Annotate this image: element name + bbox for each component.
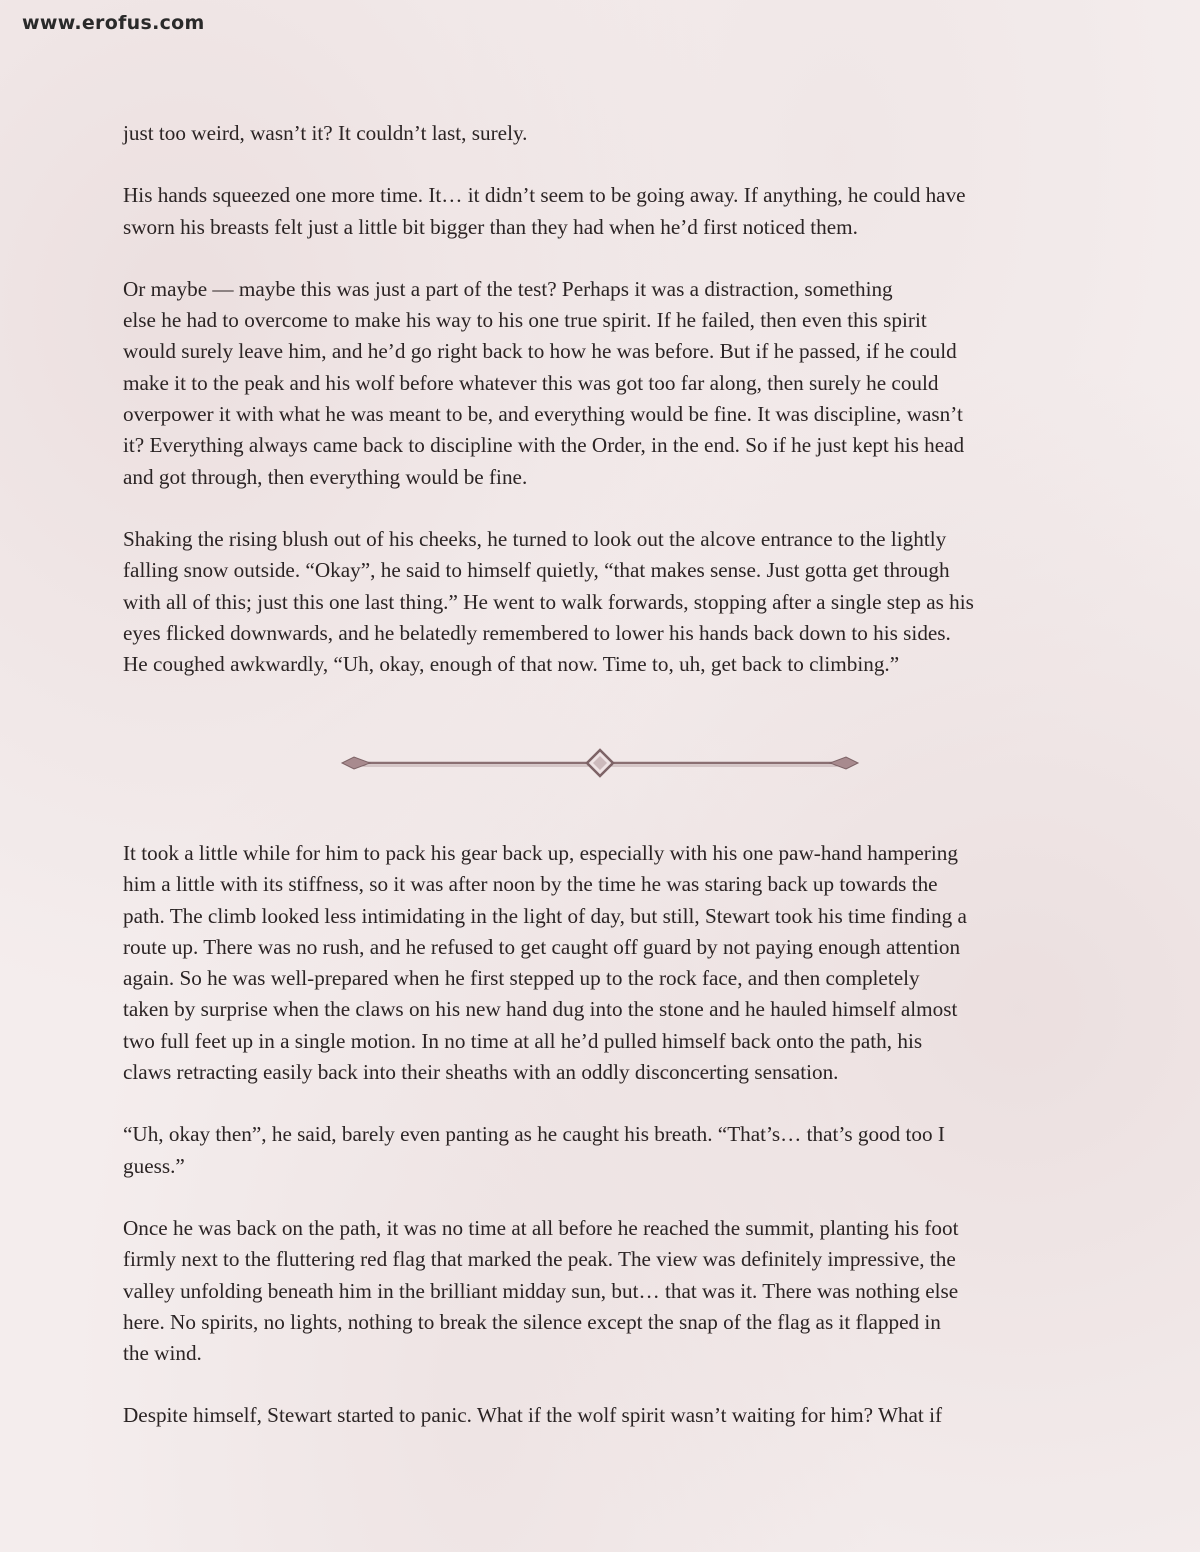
paragraph: [123, 274, 1083, 493]
left-diamond-icon: [342, 757, 370, 769]
text-line: else he had to overcome to make his way to his one true spirit. If he failed, then even this spirit: [123, 308, 927, 333]
text-line: Once he was back on the path, it was no time at all before he reached the summit, planting his foot: [123, 1215, 959, 1240]
text-line: Or maybe — maybe this was just a part of the test? Perhaps it was a distraction, something: [123, 276, 893, 301]
text-line: overpower it with what he was meant to be, and everything would be fine. It was discipline, wasn’t: [123, 402, 963, 427]
text-line: Shaking the rising blush out of his cheeks, he turned to look out the alcove entrance to the lightly: [123, 526, 947, 551]
text-line: “Uh, okay then”, he said, barely even panting as he caught his breath. “That’s… that’s good too I: [123, 1122, 945, 1147]
paragraph: [123, 118, 1083, 149]
text-line: eyes flicked downwards, and he belatedly remembered to lower his hands back down to his sides.: [123, 620, 951, 645]
paragraph: [123, 524, 1083, 680]
text-line: falling snow outside. “Okay”, he said to himself quietly, “that makes sense. Just gotta get through: [123, 558, 950, 583]
text-line: make it to the peak and his wolf before whatever this was got too far along, then surely he could: [123, 370, 939, 395]
text-line: just too weird, wasn’t it? It couldn’t last, surely.: [123, 121, 528, 145]
paragraph: [123, 1400, 1083, 1431]
text-line: it? Everything always came back to discipline with the Order, in the end. So if he just kept his head: [123, 433, 965, 458]
paragraph: [123, 1119, 1083, 1182]
text-line: firmly next to the fluttering red flag that marked the peak. The view was definitely impressive, the: [123, 1247, 956, 1272]
text-line: Despite himself, Stewart started to panic. What if the wolf spirit wasn’t waiting for him? What if: [123, 1403, 943, 1428]
watermark-text: www.erofus.com: [22, 12, 205, 34]
text-block-top: [123, 118, 1083, 711]
text-line: route up. There was no rush, and he refused to get caught off guard by not paying enough attention: [123, 934, 961, 959]
text-line: sworn his breasts felt just a little bit bigger than they had when he’d first noticed them.: [123, 214, 858, 239]
paragraph: [123, 1213, 1083, 1369]
text-line: taken by surprise when the claws on his new hand dug into the stone and he hauled himself almost: [123, 997, 958, 1022]
paragraph: [123, 838, 1083, 1088]
text-line: It took a little while for him to pack his gear back up, especially with his one paw-hand hampering: [123, 841, 958, 865]
ornamental-divider-icon: [340, 744, 860, 782]
text-line: and got through, then everything would be fine.: [123, 464, 528, 489]
paragraph: [123, 180, 1083, 243]
text-line: again. So he was well-prepared when he first stepped up to the rock face, and then completely: [123, 966, 920, 991]
text-line: guess.”: [123, 1153, 185, 1178]
text-line: His hands squeezed one more time. It… it didn’t seem to be going away. If anything, he could have: [123, 183, 966, 208]
right-diamond-icon: [830, 757, 858, 769]
text-line: the wind.: [123, 1341, 202, 1366]
text-line: path. The climb looked less intimidating in the light of day, but still, Stewart took his time finding a: [123, 903, 967, 928]
text-line: here. No spirits, no lights, nothing to break the silence except the snap of the flag as it flapped in: [123, 1309, 941, 1334]
text-line: with all of this; just this one last thing.” He went to walk forwards, stopping after a single step as his: [123, 589, 974, 614]
text-line: valley unfolding beneath him in the brilliant midday sun, but… that was it. There was nothing else: [123, 1278, 959, 1303]
text-line: would surely leave him, and he’d go right back to how he was before. But if he passed, if he could: [123, 339, 957, 364]
text-block-bottom: [123, 838, 1083, 1463]
text-line: him a little with its stiffness, so it was after noon by the time he was staring back up towards the: [123, 872, 938, 897]
text-line: claws retracting easily back into their sheaths with an oddly disconcerting sensation.: [123, 1060, 839, 1085]
text-line: He coughed awkwardly, “Uh, okay, enough of that now. Time to, uh, get back to climbing.”: [123, 652, 900, 677]
text-line: two full feet up in a single motion. In no time at all he’d pulled himself back onto the path, his: [123, 1028, 923, 1053]
